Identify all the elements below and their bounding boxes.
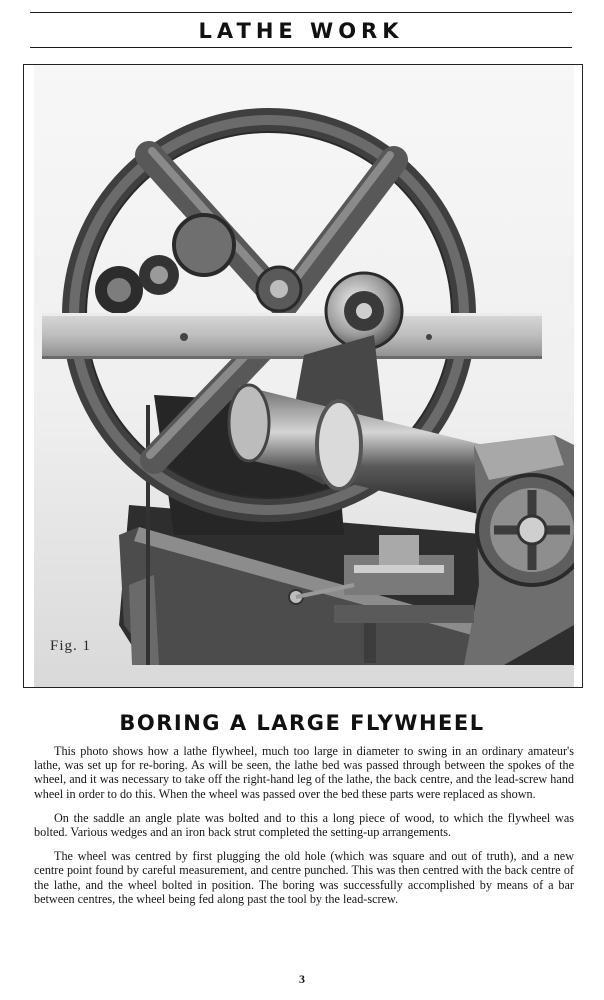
header-bottom-rule [30, 47, 572, 48]
article-body [34, 744, 574, 916]
lathe-flywheel-photo-icon [34, 65, 574, 687]
page-number: 3 [299, 972, 305, 986]
article-heading: BORING A LARGE FLYWHEEL [119, 711, 485, 735]
header-top-rule [30, 12, 572, 13]
running-header: LATHE WORK [198, 19, 404, 43]
figure-label: Fig. 1 [50, 638, 92, 654]
figure-photo [23, 64, 583, 688]
paragraph: This photo shows how a lathe flywheel, much too large in diameter to swing in an ordinary amateur's lathe, was set up for re-boring. As will be seen, the lathe bed was passed through between the spokes of the wheel, and it was necessary to take off the right-hand leg of the lathe, the back centre, and the lead-screw hand wheel in order to do this. When the wheel was passed over the bed these parts were replaced as shown. [34, 744, 574, 801]
paragraph: The wheel was centred by first plugging the old hole (which was square and out of truth), and a new centre point found by careful measurement, and centre punched. This was then centred with the back centre of the lathe, and the wheel bolted in position. The boring was successfully accomplished by means of a bar between centres, the wheel being fed along past the tool by the lead-screw. [34, 849, 574, 906]
paragraph: On the saddle an angle plate was bolted and to this a long piece of wood, to which the flywheel was bolted. Various wedges and an iron back strut completed the setting-up arrangements. [34, 810, 574, 840]
